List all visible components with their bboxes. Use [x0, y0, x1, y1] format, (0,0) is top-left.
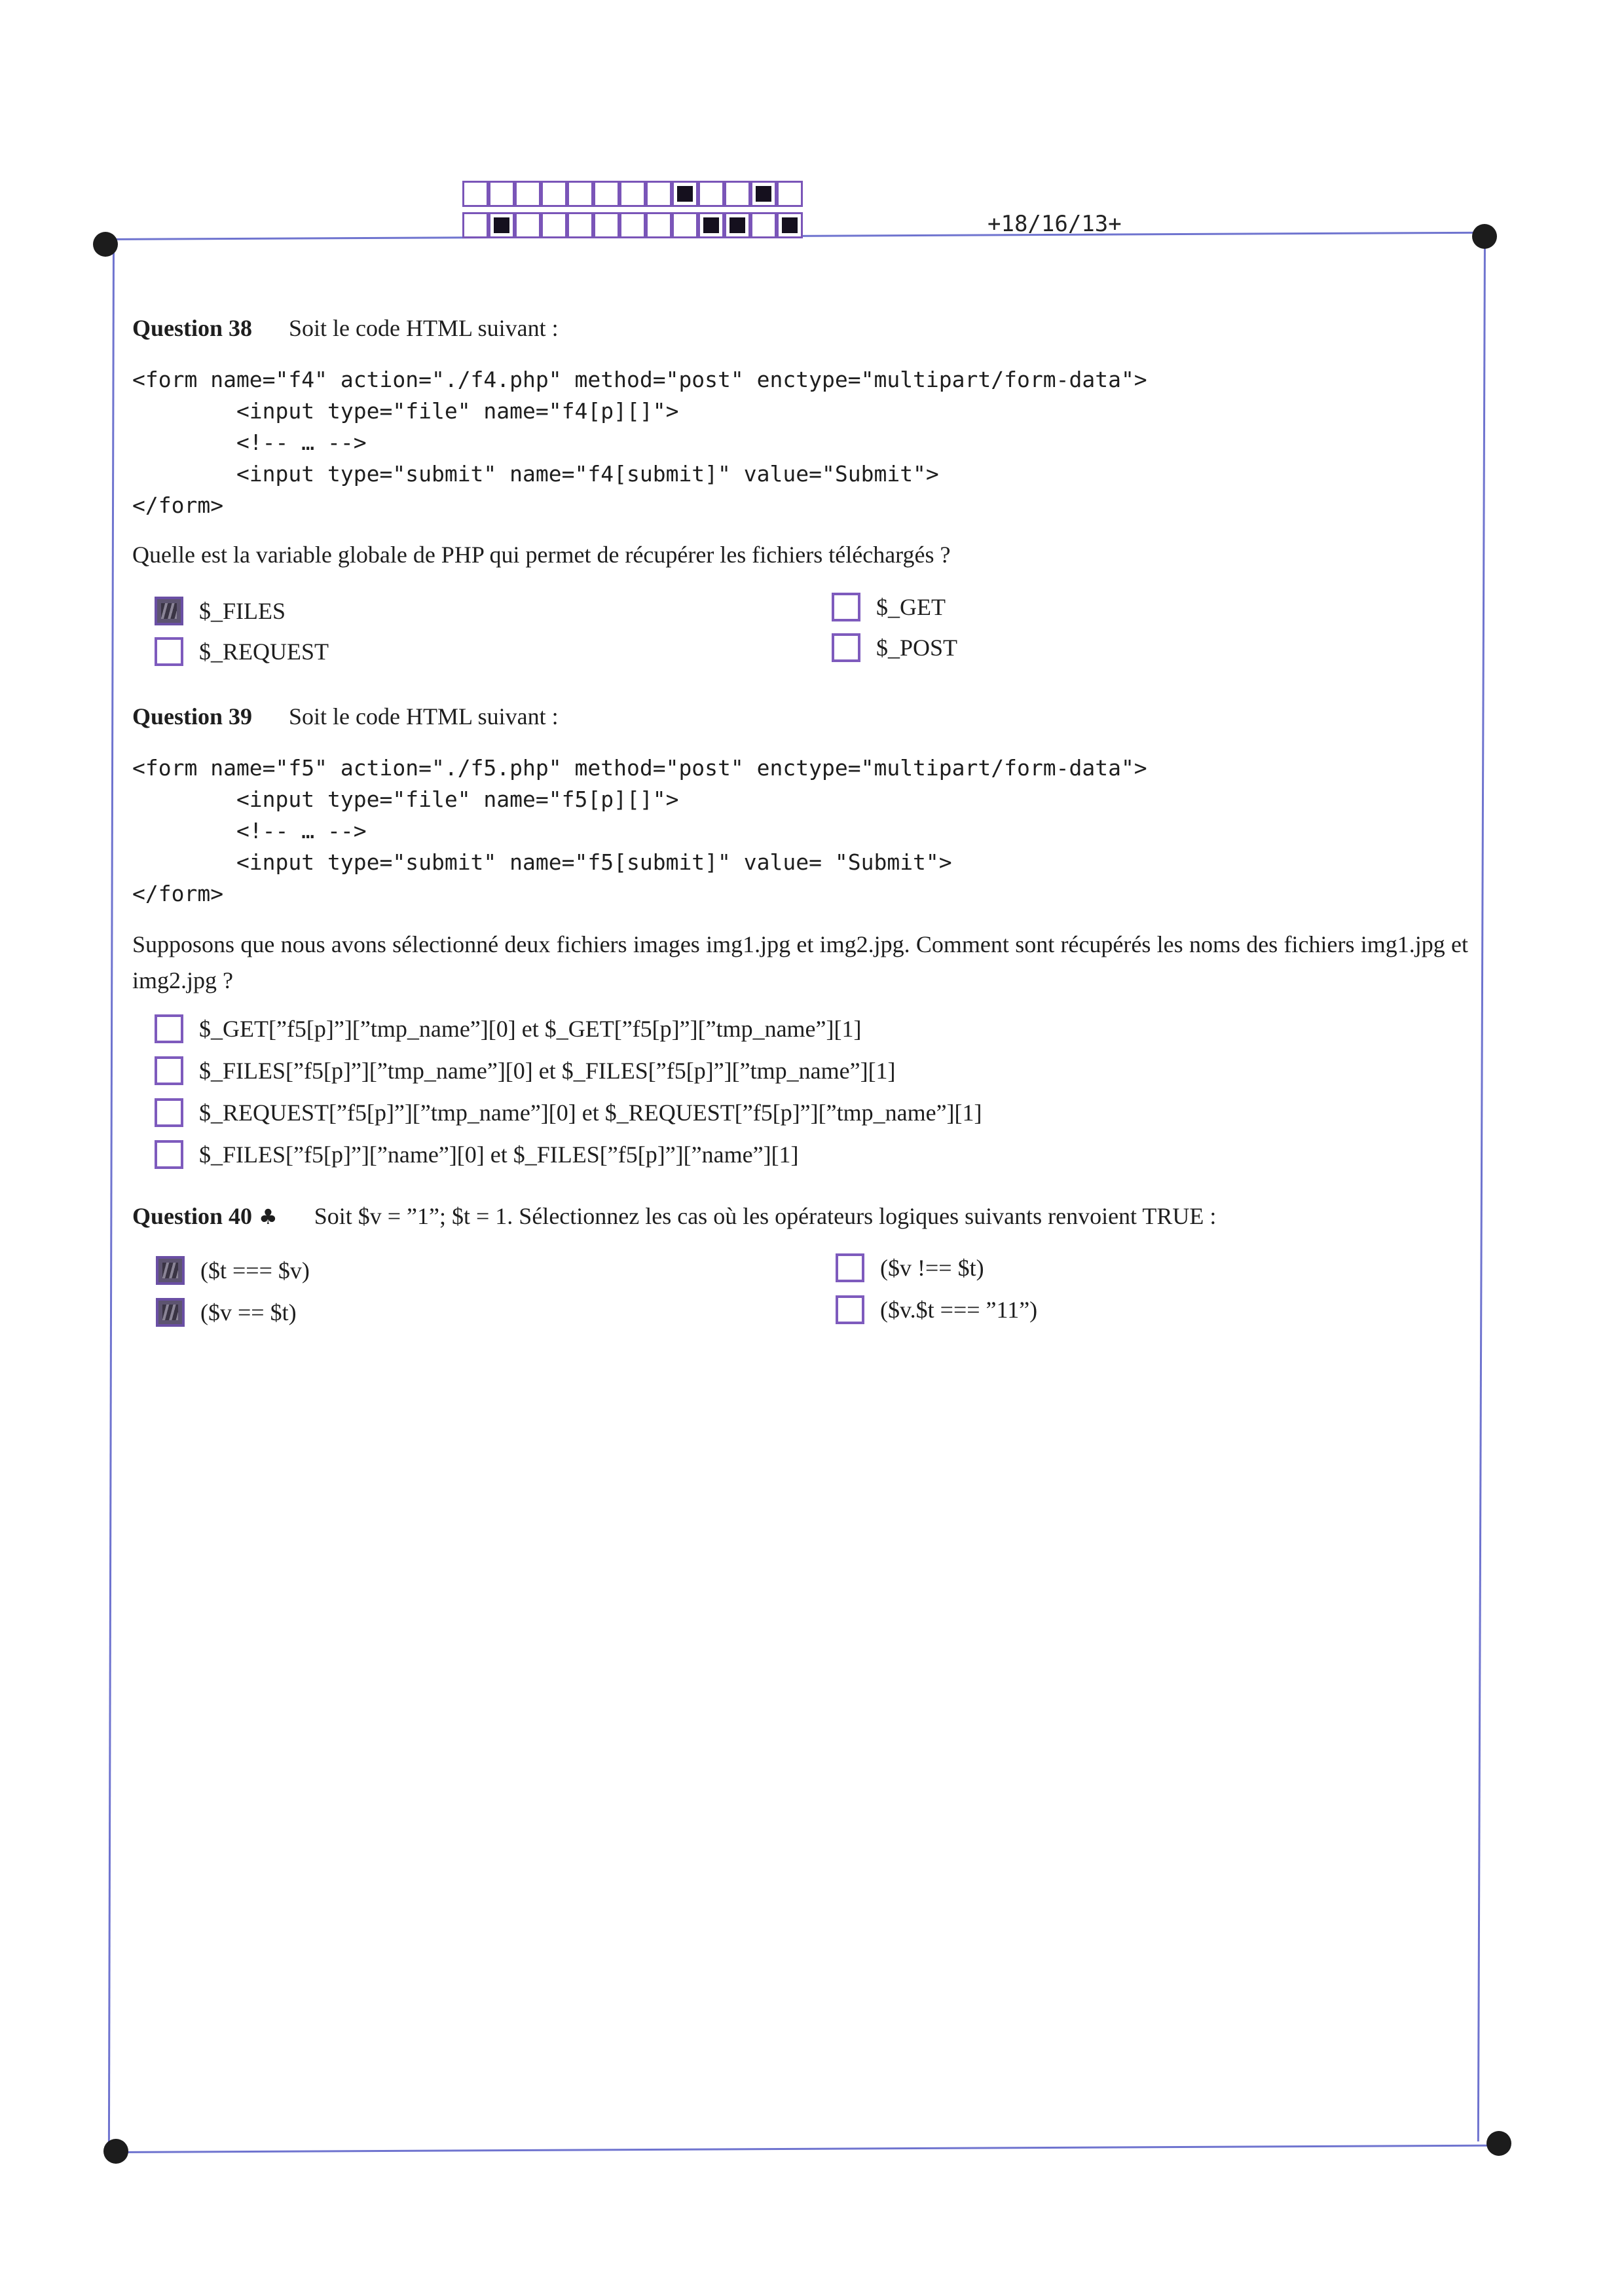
code-cell — [515, 212, 541, 238]
answer-checkbox[interactable] — [832, 633, 860, 662]
answer-label: ($t === $v) — [200, 1257, 310, 1284]
question-intro: Soit le code HTML suivant : — [289, 315, 559, 341]
code-cell — [489, 181, 515, 207]
code-cell — [724, 212, 750, 238]
answer-label: $_GET — [876, 594, 946, 620]
corner-mark-bottom-right — [1486, 2131, 1511, 2156]
code-cell — [593, 212, 619, 238]
code-cell — [724, 181, 750, 207]
answer-option[interactable] — [155, 1140, 799, 1169]
answer-label: $_FILES[”f5[p]”][”tmp_name”][0] et $_FILES[”f5[p]”][”tmp_name”][1] — [199, 1058, 896, 1084]
code-cell — [672, 212, 698, 238]
code-cell — [672, 181, 698, 207]
question-prompt: Quelle est la variable globale de PHP qui permet de récupérer les fichiers téléchargés ? — [132, 542, 951, 568]
club-icon: ♣ — [259, 1204, 278, 1229]
code-cell — [750, 212, 777, 238]
answer-checkbox[interactable] — [155, 1014, 183, 1043]
answer-option[interactable] — [155, 1014, 861, 1043]
answer-option[interactable] — [155, 597, 286, 625]
question-prompt: Supposons que nous avons sélectionné deux fichiers images img1.jpg et img2.jpg. Comment sont récupérés les noms des fichiers img1.jpg et img2.jpg ? — [132, 931, 1468, 993]
question-38 — [132, 314, 1468, 680]
answer-label: $_FILES — [199, 598, 286, 624]
answer-label: $_REQUEST — [199, 639, 329, 665]
corner-mark-top-right — [1472, 224, 1497, 249]
answer-checkbox[interactable] — [836, 1253, 864, 1282]
code-cell — [567, 212, 593, 238]
answer-option[interactable] — [836, 1295, 1037, 1324]
answer-label: $_REQUEST[”f5[p]”][”tmp_name”][0] et $_REQUEST[”f5[p]”][”tmp_name”][1] — [199, 1100, 982, 1126]
code-cell — [489, 212, 515, 238]
code-cell — [462, 212, 489, 238]
code-cell — [541, 212, 567, 238]
corner-mark-bottom-left — [103, 2139, 128, 2164]
answer-list — [132, 582, 1468, 680]
code-cell — [593, 181, 619, 207]
question-number: Question 38 — [132, 315, 253, 341]
answer-checkbox[interactable] — [156, 1256, 185, 1285]
code-cell — [750, 181, 777, 207]
frame-right-line — [1477, 236, 1486, 2141]
answer-label: ($v == $t) — [200, 1299, 297, 1325]
code-cell — [646, 212, 672, 238]
code-cell — [619, 212, 646, 238]
frame-bottom-line — [115, 2145, 1500, 2153]
answer-checkbox[interactable] — [156, 1298, 185, 1327]
answer-option[interactable] — [156, 1256, 310, 1285]
question-40 — [132, 1202, 1468, 1354]
answer-label: ($v.$t === ”11”) — [880, 1297, 1038, 1323]
answer-option[interactable] — [156, 1298, 297, 1327]
answer-checkbox[interactable] — [155, 1140, 183, 1169]
corner-mark-top-left — [93, 232, 118, 257]
answer-checkbox[interactable] — [155, 637, 183, 666]
answer-option[interactable] — [836, 1253, 984, 1282]
html-code-block: <form name="f5" action="./f5.php" method="post" enctype="multipart/form-data"> <input type="file" name="f5[p][]"> <!-- … --> <input type="submit" name="f5[submit]" value= "Submit"> </form> — [132, 755, 1147, 906]
question-intro: Soit le code HTML suivant : — [289, 703, 559, 730]
frame-left-line — [108, 244, 115, 2151]
code-cell — [698, 181, 724, 207]
answer-checkbox[interactable] — [836, 1295, 864, 1324]
code-cell — [777, 212, 803, 238]
answer-checkbox[interactable] — [155, 1056, 183, 1085]
code-row-bottom — [462, 212, 803, 238]
question-number: Question 40 ♣ — [132, 1203, 278, 1229]
page-id: +18/16/13+ — [987, 211, 1122, 237]
answer-list — [132, 1256, 1468, 1354]
code-cell — [462, 181, 489, 207]
question-prompt: Soit $v = ”1”; $t = 1. Sélectionnez les cas où les opérateurs logiques suivants renvoient TRUE : — [314, 1203, 1217, 1229]
answer-option[interactable] — [155, 1056, 896, 1085]
answer-label: $_GET[”f5[p]”][”tmp_name”][0] et $_GET[”f5[p]”][”tmp_name”][1] — [199, 1016, 862, 1042]
answer-list — [132, 1008, 1468, 1178]
answer-checkbox[interactable] — [155, 1098, 183, 1127]
code-cell — [646, 181, 672, 207]
question-number: Question 39 — [132, 703, 253, 730]
answer-label: ($v !== $t) — [880, 1255, 984, 1281]
html-code-block: <form name="f4" action="./f4.php" method="post" enctype="multipart/form-data"> <input type="file" name="f4[p][]"> <!-- … --> <input type="submit" name="f4[submit]" value="Submit"> </form> — [132, 367, 1147, 518]
code-cell — [567, 181, 593, 207]
code-cell — [515, 181, 541, 207]
answer-option[interactable] — [155, 637, 329, 666]
answer-label: $_POST — [876, 635, 958, 661]
code-cell — [619, 181, 646, 207]
code-cell — [698, 212, 724, 238]
answer-checkbox[interactable] — [155, 597, 183, 625]
code-cell — [541, 181, 567, 207]
answer-option[interactable] — [832, 593, 946, 621]
answer-option[interactable] — [155, 1098, 982, 1127]
code-row-top — [462, 181, 803, 207]
question-39 — [132, 703, 1468, 1178]
code-cell — [777, 181, 803, 207]
answer-checkbox[interactable] — [832, 593, 860, 621]
answer-option[interactable] — [832, 633, 957, 662]
answer-label: $_FILES[”f5[p]”][”name”][0] et $_FILES[”f5[p]”][”name”][1] — [199, 1141, 799, 1168]
